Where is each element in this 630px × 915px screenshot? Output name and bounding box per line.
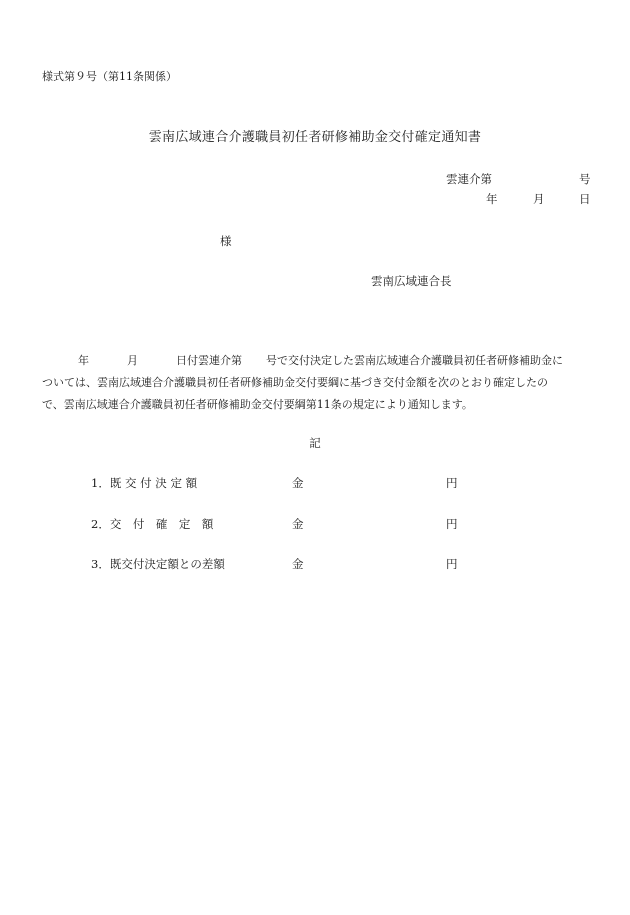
body-day-prefix: 日付雲連介第	[176, 354, 242, 367]
item-unit: 円	[446, 476, 458, 490]
doc-number-prefix: 雲連介第	[446, 172, 492, 186]
body-line-3: で、雲南広域連合介護職員初任者研修補助金交付要綱第11条の規定により通知します。	[42, 398, 473, 411]
date-month-label: 月	[533, 192, 545, 206]
item-currency-prefix: 金	[292, 476, 304, 490]
body-line-1	[42, 355, 563, 366]
document-title: 雲南広域連合介護職員初任者研修補助金交付確定通知書	[148, 130, 482, 145]
body-line-1-text: 号で交付決定した雲南広域連合介護職員初任者研修補助金に	[266, 354, 563, 367]
body-month-label: 月	[127, 354, 138, 367]
ki-heading: 記	[309, 436, 321, 450]
body-line-2: ついては、雲南広域連合介護職員初任者研修補助金交付要綱に基づき交付金額を次のとおり確定したの	[42, 376, 548, 389]
sender-name: 雲南広域連合長	[371, 274, 452, 288]
body-year-label: 年	[78, 354, 89, 367]
item-label: 2．交 付 確 定 額	[91, 517, 214, 531]
addressee-honorific: 様	[220, 234, 232, 248]
form-number: 様式第９号（第11条関係）	[42, 70, 177, 83]
item-currency-prefix: 金	[292, 517, 304, 531]
date-year-label: 年	[486, 192, 498, 206]
item-unit: 円	[446, 517, 458, 531]
item-unit: 円	[446, 557, 458, 571]
item-label: 3．既交付決定額との差額	[91, 557, 225, 571]
item-currency-prefix: 金	[292, 557, 304, 571]
item-label: 1．既 交 付 決 定 額	[91, 476, 198, 490]
date-day-label: 日	[579, 192, 591, 206]
doc-number-suffix: 号	[579, 172, 591, 186]
